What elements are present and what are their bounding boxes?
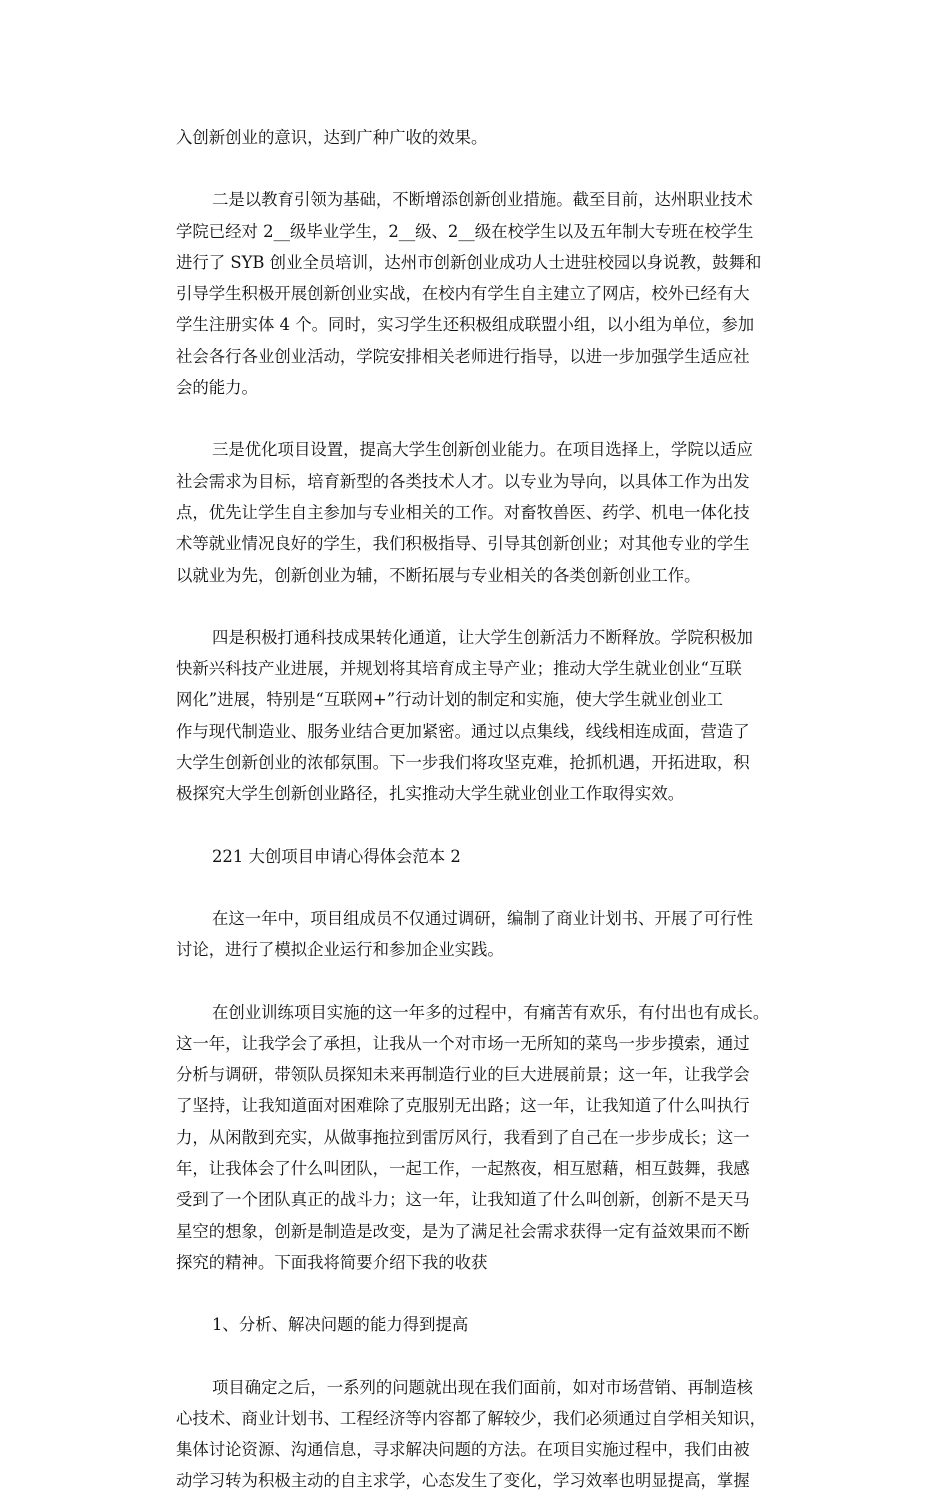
text-line: 四是积极打通科技成果转化通道，让大学生创新活力不断释放。学院积极加 — [212, 627, 753, 647]
paragraph-project-settings — [176, 434, 782, 590]
paragraph-problem-solving — [176, 1372, 782, 1497]
text-line: 星空的想象，创新是制造是改变，是为了满足社会需求获得一定有益效果而不断 — [176, 1221, 750, 1241]
paragraph-gap — [176, 153, 782, 184]
paragraph-gap — [176, 1341, 782, 1372]
text-line: 作与现代制造业、服务业结合更加紧密。通过以点集线，线线相连成面，营造了 — [176, 721, 750, 741]
text-line: 心技术、商业计划书、工程经济等内容都了解较少，我们必须通过自学相关知识， — [176, 1408, 767, 1428]
text-line: 二是以教育引领为基础，不断增添创新创业措施。截至目前，达州职业技术 — [212, 190, 753, 210]
text-line: 受到了一个团队真正的战斗力；这一年，让我知道了什么叫创新，创新不是天马 — [176, 1190, 750, 1210]
text-line: 动学习转为积极主动的自主求学，心态发生了变化，学习效率也明显提高，掌握 — [176, 1471, 750, 1491]
text-line: 在这一年中，项目组成员不仅通过调研，编制了商业计划书、开展了可行性 — [212, 908, 753, 928]
text-line: 集体讨论资源、沟通信息，寻求解决问题的方法。在项目实施过程中，我们由被 — [176, 1440, 750, 1460]
text-line: 三是优化项目设置，提高大学生创新创业能力。在项目选择上，学院以适应 — [212, 440, 753, 460]
paragraph-gap — [176, 1278, 782, 1309]
paragraph-year-summary — [176, 903, 782, 966]
text-line: 进行了 SYB 创业全员培训，达州市创新创业成功人士进驻校园以身说教，鼓舞和 — [176, 252, 762, 272]
paragraph-gap — [176, 403, 782, 434]
paragraph-gap — [176, 591, 782, 622]
text-line: 入创新创业的意识，达到广种广收的效果。 — [176, 128, 488, 147]
heading-line: 1、分析、解决问题的能力得到提高 — [212, 1315, 469, 1335]
paragraph-training-reflection — [176, 997, 782, 1279]
paragraph-tech-transfer — [176, 622, 782, 810]
text-line: 这一年，让我学会了承担，让我从一个对市场一无所知的菜鸟一步步摸索，通过 — [176, 1033, 750, 1053]
text-line: 社会各行各业创业活动，学院安排相关老师进行指导，以进一步加强学生适应社 — [176, 346, 750, 366]
text-line: 在创业训练项目实施的这一年多的过程中，有痛苦有欢乐，有付出也有成长。 — [212, 1002, 770, 1022]
paragraph-gap — [176, 966, 782, 997]
paragraph-gap — [176, 810, 782, 841]
subsection-heading — [176, 1309, 782, 1340]
text-line: 探究的精神。下面我将简要介绍下我的收获 — [176, 1252, 488, 1272]
paragraph-gap — [176, 872, 782, 903]
text-line: 学院已经对 2__级毕业学生，2__级、2__级在校学生以及五年制大专班在校学生 — [176, 221, 754, 241]
text-line: 网化”进展，特别是“互联网+”行动计划的制定和实施，使大学生就业创业工 — [176, 690, 723, 710]
text-line: 极探究大学生创新创业路径，扎实推动大学生就业创业工作取得实效。 — [176, 784, 685, 804]
text-line: 力，从闲散到充实，从做事拖拉到雷厉风行，我看到了自己在一步步成长；这一 — [176, 1127, 750, 1147]
text-line: 快新兴科技产业进展，并规划将其培育成主导产业；推动大学生就业创业“互联 — [176, 659, 742, 679]
text-line: 大学生创新创业的浓郁氛围。下一步我们将攻坚克难，抢抓机遇，开拓进取，积 — [176, 753, 750, 773]
paragraph-intro-tail — [176, 122, 782, 153]
text-line: 术等就业情况良好的学生，我们积极指导、引导其创新创业；对其他专业的学生 — [176, 534, 750, 554]
text-line: 会的能力。 — [176, 378, 258, 398]
text-line: 年，让我体会了什么叫团队，一起工作，一起熬夜，相互慰藉，相互鼓舞，我感 — [176, 1159, 750, 1179]
text-line: 分析与调研，带领队员探知未来再制造行业的巨大进展前景；这一年，让我学会 — [176, 1065, 750, 1085]
text-line: 讨论，进行了模拟企业运行和参加企业实践。 — [176, 940, 504, 960]
text-line: 引导学生积极开展创新创业实战，在校内有学生自主建立了网店，校外已经有大 — [176, 284, 750, 304]
section-heading — [176, 841, 782, 872]
text-line: 了坚持，让我知道面对困难除了克服别无出路；这一年，让我知道了什么叫执行 — [176, 1096, 750, 1116]
text-line: 项目确定之后，一系列的问题就出现在我们面前，如对市场营销、再制造核 — [212, 1377, 753, 1397]
text-line: 点，优先让学生自主参加与专业相关的工作。对畜牧兽医、药学、机电一体化技 — [176, 502, 750, 522]
heading-line: 221 大创项目申请心得体会范本 2 — [212, 846, 461, 866]
paragraph-education-guidance — [176, 184, 782, 403]
text-line: 社会需求为目标，培育新型的各类技术人才。以专业为导向，以具体工作为出发 — [176, 471, 750, 491]
text-line: 学生注册实体 4 个。同时，实习学生还积极组成联盟小组，以小组为单位，参加 — [176, 315, 755, 335]
text-line: 以就业为先，创新创业为辅，不断拓展与专业相关的各类创新创业工作。 — [176, 565, 701, 585]
document-body — [176, 122, 782, 1497]
